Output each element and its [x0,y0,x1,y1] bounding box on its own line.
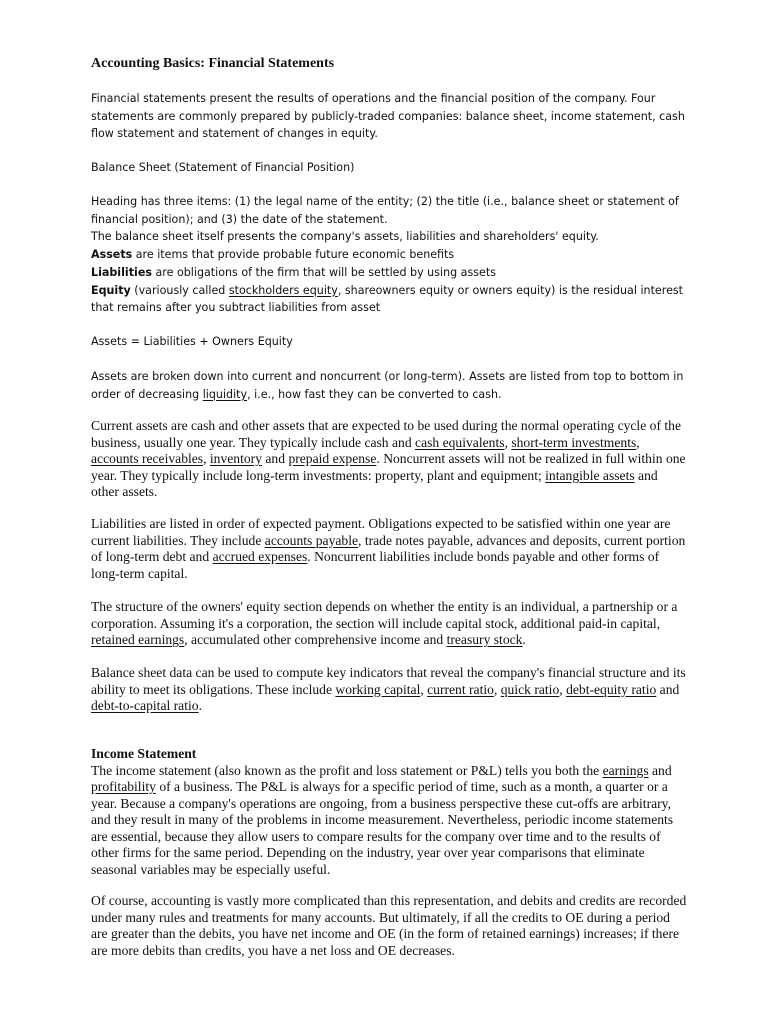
link-accrued-expenses[interactable]: accrued expenses [212,549,308,564]
heading-items-text: Heading has three items: (1) the legal name of the entity; (2) the title (i.e., balance sheet or statement of financial position); and (3) the date of the statement. [91,195,679,226]
balance-sheet-presents-text: The balance sheet itself presents the company's assets, liabilities and shareholders' equity. [91,230,599,244]
equity-definition: Equity (variously called stockholders equity, shareowners equity or owners equity) is the residual interest that remains after you subtract liabilities from asset [91,283,684,315]
link-earnings[interactable]: earnings [602,762,649,778]
link-treasury-stock[interactable]: treasury stock [446,632,523,647]
liabilities-definition: Liabilities are obligations of the firm that will be settled by using assets [91,265,496,279]
intro-paragraph: Financial statements present the results of operations and the financial position of the company. Four statements are commonly prepared by publicly-traded companies: balance sheet, income statement, cash flow statement and statement of changes in equity. [91,92,685,141]
document-title: Accounting Basics: Financial Statements [91,56,335,71]
liabilities-paragraph: Liabilities are listed in order of expected payment. Obligations expected to be satisfied within one year are current liabilities. They include accounts payable, trade notes payable, advances and deposits, current portion of long-term debt and accrued expenses. Noncurrent liabilities include bonds payable and other forms of long-term capital. [91,516,686,581]
link-quick-ratio[interactable]: quick ratio [500,681,560,697]
link-inventory[interactable]: inventory [209,451,262,466]
assets-definition: Assets are items that provide probable future economic benefits [91,248,455,262]
link-short-term-investments[interactable]: short-term investments [511,434,637,450]
link-liquidity[interactable]: liquidity [202,387,248,401]
closing-paragraph: Of course, accounting is vastly more complicated than this representation, and debits and credits are recorded under many rules and treatments for many accounts. But ultimately, if all the credits to OE during a period are greater than the debits, you have net income and OE (in the form of retained earnings) increases; if there are more debits than credits, you have a net loss and OE decreases. [91,893,687,958]
income-statement-heading: Income Statement [91,746,197,761]
owners-equity-paragraph: The structure of the owners' equity section depends on whether the entity is an individual, a partnership or a corporation. Assuming it's a corporation, the section will include capital stock, additional paid-in capital, retained earnings, accumulated other comprehensive income and treasury stock. [91,599,678,647]
link-accounts-receivables[interactable]: accounts receivables [91,451,204,466]
link-current-ratio[interactable]: current ratio [427,681,494,697]
income-statement-section [91,746,687,878]
link-retained-earnings[interactable]: retained earnings [91,632,185,647]
link-profitability[interactable]: profitability [91,779,156,794]
assets-breakdown-paragraph: Assets are broken down into current and noncurrent (or long-term). Assets are listed from top to bottom in order of decreasing liquidity, i.e., how fast they can be converted to cash. [91,370,684,401]
link-cash-equivalents[interactable]: cash equivalents [415,434,505,450]
income-statement-paragraph: The income statement (also known as the profit and loss statement or P&L) tells you both the earnings and profitability of a business. The P&L is always for a specific period of time, such as a month, a quarter or a year. Because a company's operations are ongoing, from a business perspective these cut-offs are arbitrary, and they result in many of the problems in income measurement. Nevertheless, periodic income statements are essential, because they allow users to compare results for the company over time and to the results of other firms for the same period. Depending on the industry, year over year comparisons that eliminate seasonal variables may be especially useful. [91,762,674,877]
current-assets-paragraph: Current assets are cash and other assets that are expected to be used during the normal operating cycle of the business, usually one year. They typically include cash and cash equivalents, short-term investments, accounts receivables, inventory and prepaid expense. Noncurrent assets will not be realized in full within one year. They typically include long-term investments: property, plant and equipment; intangible assets and other assets. [91,418,686,499]
link-accounts-payable[interactable]: accounts payable [264,532,359,548]
balance-sheet-definitions [91,193,687,317]
link-prepaid-expense[interactable]: prepaid expense [288,451,377,466]
link-debt-equity-ratio[interactable]: debt-equity ratio [566,681,657,697]
accounting-equation: Assets = Liabilities + Owners Equity [91,335,293,348]
link-debt-to-capital-ratio[interactable]: debt-to-capital ratio [91,698,199,713]
link-stockholders-equity[interactable]: stockholders equity [228,283,338,297]
balance-sheet-heading: Balance Sheet (Statement of Financial Position) [91,161,355,174]
link-intangible-assets[interactable]: intangible assets [545,467,635,483]
key-indicators-paragraph: Balance sheet data can be used to compute key indicators that reveal the company's financial structure and its ability to meet its obligations. These include working capital, current ratio, quick ratio, debt-equity ratio and debt-to-capital ratio. [91,665,686,713]
link-working-capital[interactable]: working capital [335,681,421,697]
